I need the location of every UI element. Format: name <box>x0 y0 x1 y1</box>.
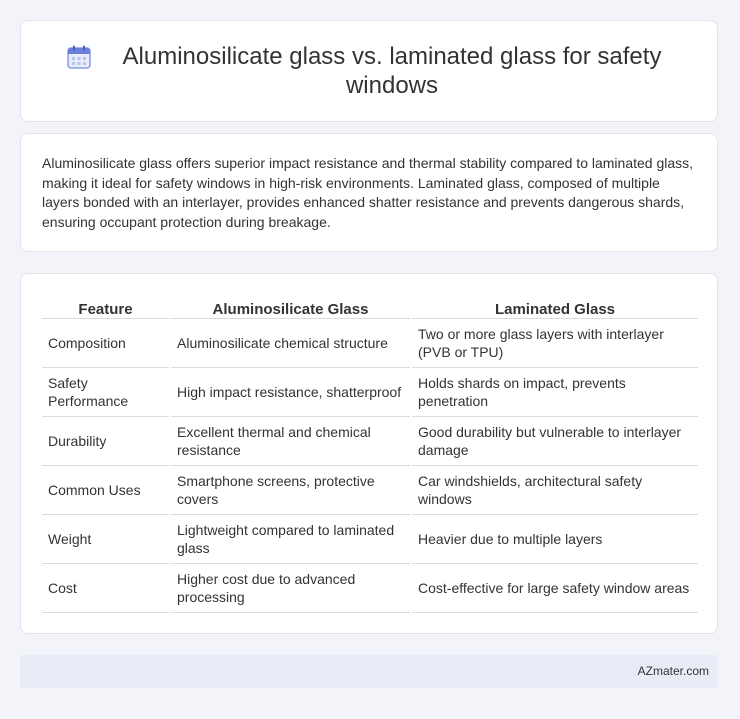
table-row <box>42 319 698 368</box>
table-row <box>42 564 698 613</box>
comparison-table <box>40 296 700 613</box>
table-cell: Car windshields, architectural safety windows <box>412 466 698 515</box>
table-row <box>42 417 698 466</box>
title-wrap <box>59 42 679 100</box>
table-cell: Cost-effective for large safety window areas <box>412 564 698 613</box>
table-cell: Heavier due to multiple layers <box>412 515 698 564</box>
title-card <box>20 20 718 122</box>
table-cell: Cost <box>42 564 169 613</box>
calendar-icon <box>66 44 92 70</box>
table-cell: Aluminosilicate chemical structure <box>171 319 410 368</box>
table-cell: Good durability but vulnerable to interlayer damage <box>412 417 698 466</box>
table-row <box>42 368 698 417</box>
table-row <box>42 515 698 564</box>
table-cell: Weight <box>42 515 169 564</box>
intro-paragraph: Aluminosilicate glass offers superior impact resistance and thermal stability compared to laminated glass, making it ideal for safety windows in high-risk environments. Laminated glass, composed of multiple layers bonded with an interlayer, provides enhanced shatter resistance and prevents dangerous shards, ensuring occupant protection during breakage. <box>42 155 694 230</box>
table-cell: Two or more glass layers with interlayer (PVB or TPU) <box>412 319 698 368</box>
table-cell: Common Uses <box>42 466 169 515</box>
footer-bar <box>20 655 718 688</box>
page-title: Aluminosilicate glass vs. laminated glass for safety windows <box>122 43 662 99</box>
column-header-feature: Feature <box>42 296 169 319</box>
table-cell: Durability <box>42 417 169 466</box>
footer-site-link[interactable]: AZmater.com <box>637 664 709 678</box>
table-cell: Composition <box>42 319 169 368</box>
table-cell: Safety Performance <box>42 368 169 417</box>
table-cell: Smartphone screens, protective covers <box>171 466 410 515</box>
table-cell: Holds shards on impact, prevents penetration <box>412 368 698 417</box>
table-cell: Excellent thermal and chemical resistance <box>171 417 410 466</box>
column-header-laminated: Laminated Glass <box>412 296 698 319</box>
intro-card <box>20 133 718 252</box>
table-cell: High impact resistance, shatterproof <box>171 368 410 417</box>
comparison-card <box>20 273 718 634</box>
table-header-row <box>42 296 698 319</box>
table-row <box>42 466 698 515</box>
table-cell: Higher cost due to advanced processing <box>171 564 410 613</box>
table-cell: Lightweight compared to laminated glass <box>171 515 410 564</box>
column-header-aluminosilicate: Aluminosilicate Glass <box>171 296 410 319</box>
